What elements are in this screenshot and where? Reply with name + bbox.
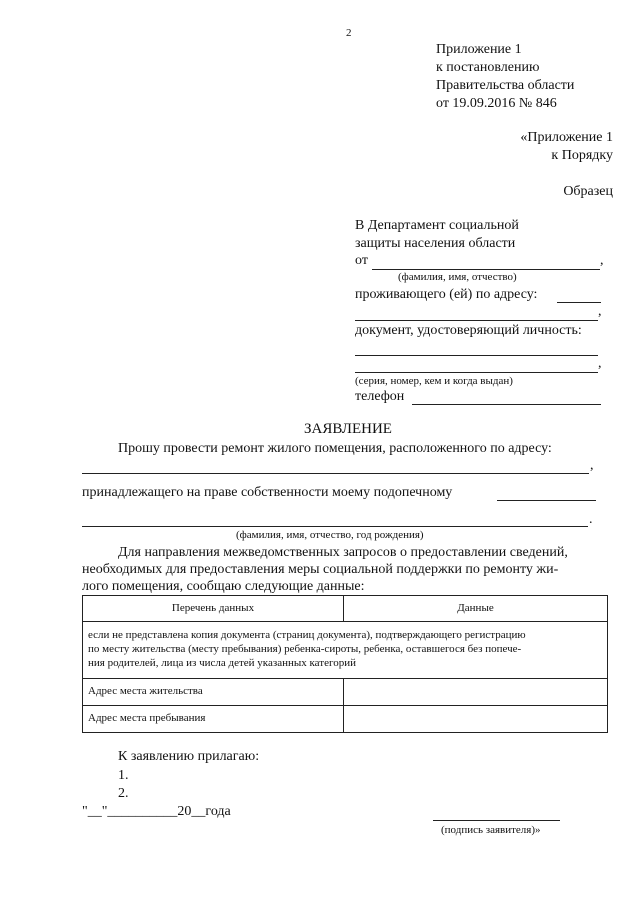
ward-hint: (фамилия, имя, отчество, год рождения)	[236, 529, 424, 541]
from-blank-line[interactable]	[372, 269, 600, 270]
ward-blank-line-2[interactable]	[82, 526, 588, 527]
paragraph-line: Для направления межведомственных запросов о предоставлении сведений,	[118, 545, 568, 560]
attachment-header-line: к постановлению	[436, 60, 540, 75]
id-doc-blank-line-2[interactable]	[355, 372, 598, 373]
signature-blank-line[interactable]	[433, 820, 560, 821]
phone-label: телефон	[355, 389, 405, 404]
from-label: от	[355, 253, 368, 268]
attachment-item: 1.	[118, 768, 129, 783]
table-note-line: ния родителей, лица из числа детей указанных категорий	[88, 656, 356, 669]
id-doc-blank-line[interactable]	[355, 355, 598, 356]
data-table	[82, 595, 608, 733]
table-row-label: Адрес места жительства	[83, 679, 344, 706]
attachment-item: 2.	[118, 786, 129, 801]
period: .	[589, 512, 593, 527]
document-title: ЗАЯВЛЕНИЕ	[304, 421, 392, 437]
phone-blank-line[interactable]	[412, 404, 601, 405]
table-note-cell	[83, 622, 608, 679]
residing-blank-line[interactable]	[557, 302, 601, 303]
sample-label: Образец	[563, 184, 613, 199]
comma: ,	[590, 458, 594, 473]
attachment-header-line: Правительства области	[436, 78, 575, 93]
table-note-row	[83, 622, 608, 679]
page-number: 2	[346, 27, 352, 39]
paragraph-line: лого помещения, сообщаю следующие данные:	[82, 579, 365, 594]
paragraph-line: необходимых для предоставления меры социальной поддержки по ремонту жи-	[82, 562, 559, 577]
comma: ,	[598, 356, 602, 371]
attachment-header-line: Приложение 1	[436, 42, 522, 57]
procedure-header-line: «Приложение 1	[520, 130, 613, 145]
attachment-header-line: от 19.09.2016 № 846	[436, 96, 557, 111]
table-note-line: если не представлена копия документа (страниц документа), подтверждающего регистрацию	[88, 629, 526, 642]
from-hint: (фамилия, имя, отчество)	[398, 271, 517, 283]
request-text: Прошу провести ремонт жилого помещения, расположенного по адресу:	[118, 441, 552, 456]
comma: ,	[598, 304, 602, 319]
ward-blank-line[interactable]	[497, 500, 596, 501]
address-blank-line[interactable]	[82, 473, 589, 474]
attachments-label: К заявлению прилагаю:	[118, 749, 260, 764]
table-note-line: по месту жительства (месту пребывания) ребенка-сироты, ребенка, оставшегося без попече-	[88, 643, 522, 656]
table-row	[83, 706, 608, 733]
addressee-line: В Департамент социальной	[355, 218, 519, 233]
table-row-value[interactable]	[344, 679, 608, 706]
table-header-cell: Данные	[344, 596, 608, 622]
residing-label: проживающего (ей) по адресу:	[355, 287, 538, 302]
date-line[interactable]: "__"__________20__года	[82, 804, 231, 819]
table-header-cell: Перечень данных	[83, 596, 344, 622]
id-doc-hint: (серия, номер, кем и когда выдан)	[355, 375, 513, 387]
residing-blank-line-2[interactable]	[355, 320, 598, 321]
addressee-line: защиты населения области	[355, 236, 516, 251]
signature-hint: (подпись заявителя)»	[441, 824, 541, 836]
id-doc-label: документ, удостоверяющий личность:	[355, 323, 582, 338]
table-row	[83, 679, 608, 706]
comma: ,	[600, 253, 604, 268]
table-row-value[interactable]	[344, 706, 608, 733]
table-row-label: Адрес места пребывания	[83, 706, 344, 733]
procedure-header-line: к Порядку	[551, 148, 613, 163]
table-header-row	[83, 596, 608, 622]
owned-text: принадлежащего на праве собственности моему подопечному	[82, 485, 453, 500]
